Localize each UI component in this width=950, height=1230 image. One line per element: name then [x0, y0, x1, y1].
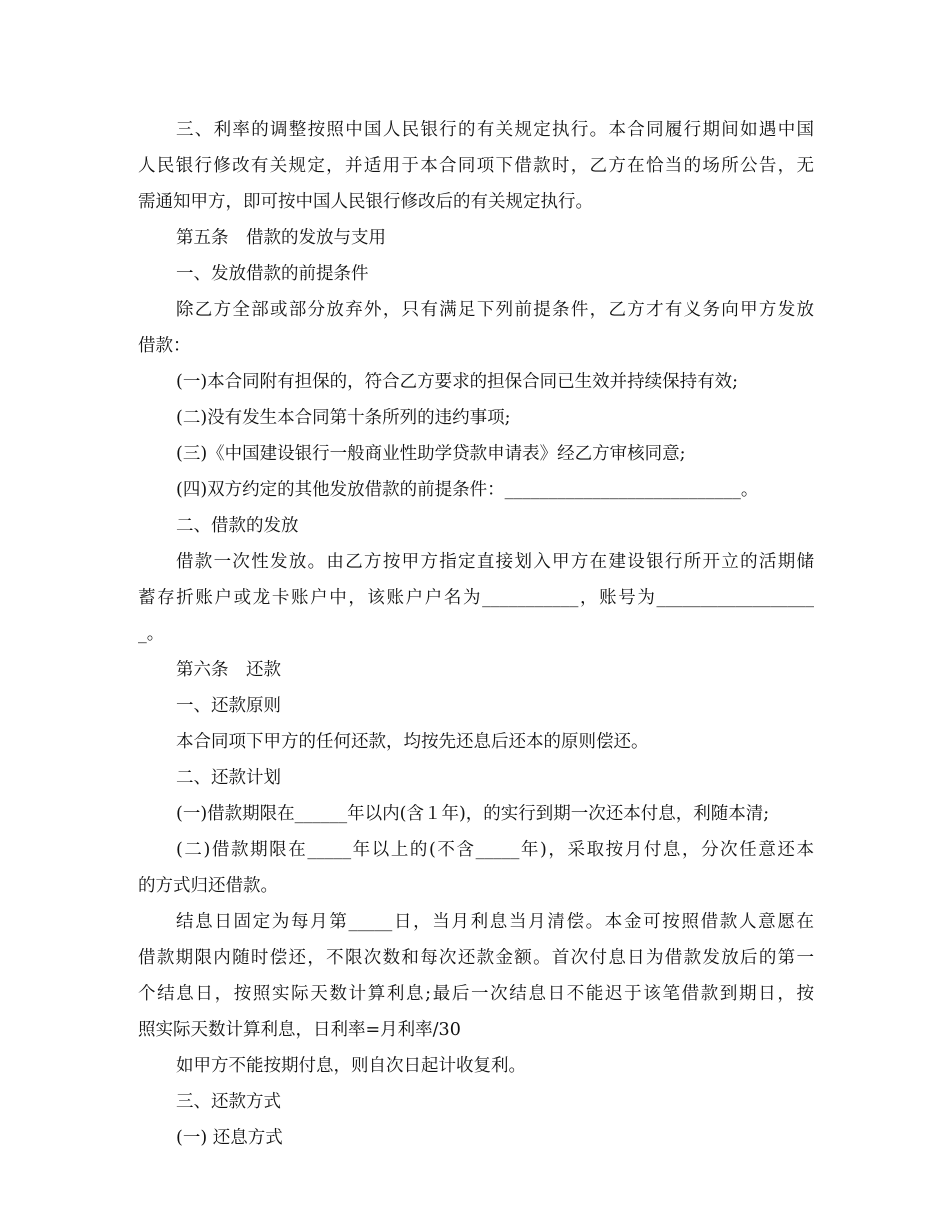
paragraph-line: _。 — [138, 624, 165, 644]
list-item: (三)《中国建设银行一般商业性助学贷款申请表》经乙方审核同意; — [176, 444, 686, 464]
paragraph-line: 蓄存折账户或龙卡账户中，该账户户名为___________，账号为__________________ — [138, 588, 814, 608]
list-item: (一)本合同附有担保的，符合乙方要求的担保合同已生效并持续保持有效; — [176, 372, 739, 392]
article-heading: 第五条 借款的发放与支用 — [176, 228, 386, 248]
paragraph-line: 三、利率的调整按照中国人民银行的有关规定执行。本合同履行期间如遇中国 — [176, 120, 814, 140]
list-item: (二)没有发生本合同第十条所列的违约事项; — [176, 408, 511, 428]
section-heading: 二、还款计划 — [176, 768, 281, 788]
paragraph-line: 借款期限内随时偿还，不限次数和每次还款金额。首次付息日为借款发放后的第一 — [138, 948, 814, 968]
section-heading: 二、借款的发放 — [176, 516, 299, 536]
paragraph-line: 如甲方不能按期付息，则自次日起计收复利。 — [176, 1056, 526, 1076]
paragraph-line: 个结息日，按照实际天数计算利息;最后一次结息日不能迟于该笔借款到期日，按 — [138, 984, 814, 1004]
paragraph-line: 借款： — [138, 336, 191, 356]
list-item: (一)借款期限在______年以内(含１年)，的实行到期一次还本付息，利随本清; — [176, 804, 770, 824]
section-heading: 一、发放借款的前提条件 — [176, 264, 369, 284]
section-heading: 三、还款方式 — [176, 1092, 281, 1112]
paragraph-line: 除乙方全部或部分放弃外，只有满足下列前提条件，乙方才有义务向甲方发放 — [176, 300, 814, 320]
paragraph-line: 人民银行修改有关规定，并适用于本合同项下借款时，乙方在恰当的场所公告，无 — [138, 156, 814, 176]
paragraph-line: 结息日固定为每月第_____日，当月利息当月清偿。本金可按照借款人意愿在 — [176, 912, 814, 932]
section-heading: 一、还款原则 — [176, 696, 281, 716]
paragraph-line: 照实际天数计算利息，日利率=月利率/30 — [138, 1020, 461, 1040]
list-item: (二)借款期限在_____年以上的(不含_____年)，采取按月付息，分次任意还本 — [176, 840, 814, 860]
list-item: (四)双方约定的其他发放借款的前提条件：___________________________。 — [176, 480, 759, 500]
paragraph-line: 需通知甲方，即可按中国人民银行修改后的有关规定执行。 — [138, 192, 593, 212]
paragraph-line: 本合同项下甲方的任何还款，均按先还息后还本的原则偿还。 — [176, 732, 649, 752]
list-item: (一) 还息方式 — [176, 1128, 283, 1148]
article-heading: 第六条 还款 — [176, 660, 281, 680]
paragraph-line: 的方式归还借款。 — [138, 876, 278, 896]
paragraph-line: 借款一次性发放。由乙方按甲方指定直接划入甲方在建设银行所开立的活期储 — [176, 552, 814, 572]
